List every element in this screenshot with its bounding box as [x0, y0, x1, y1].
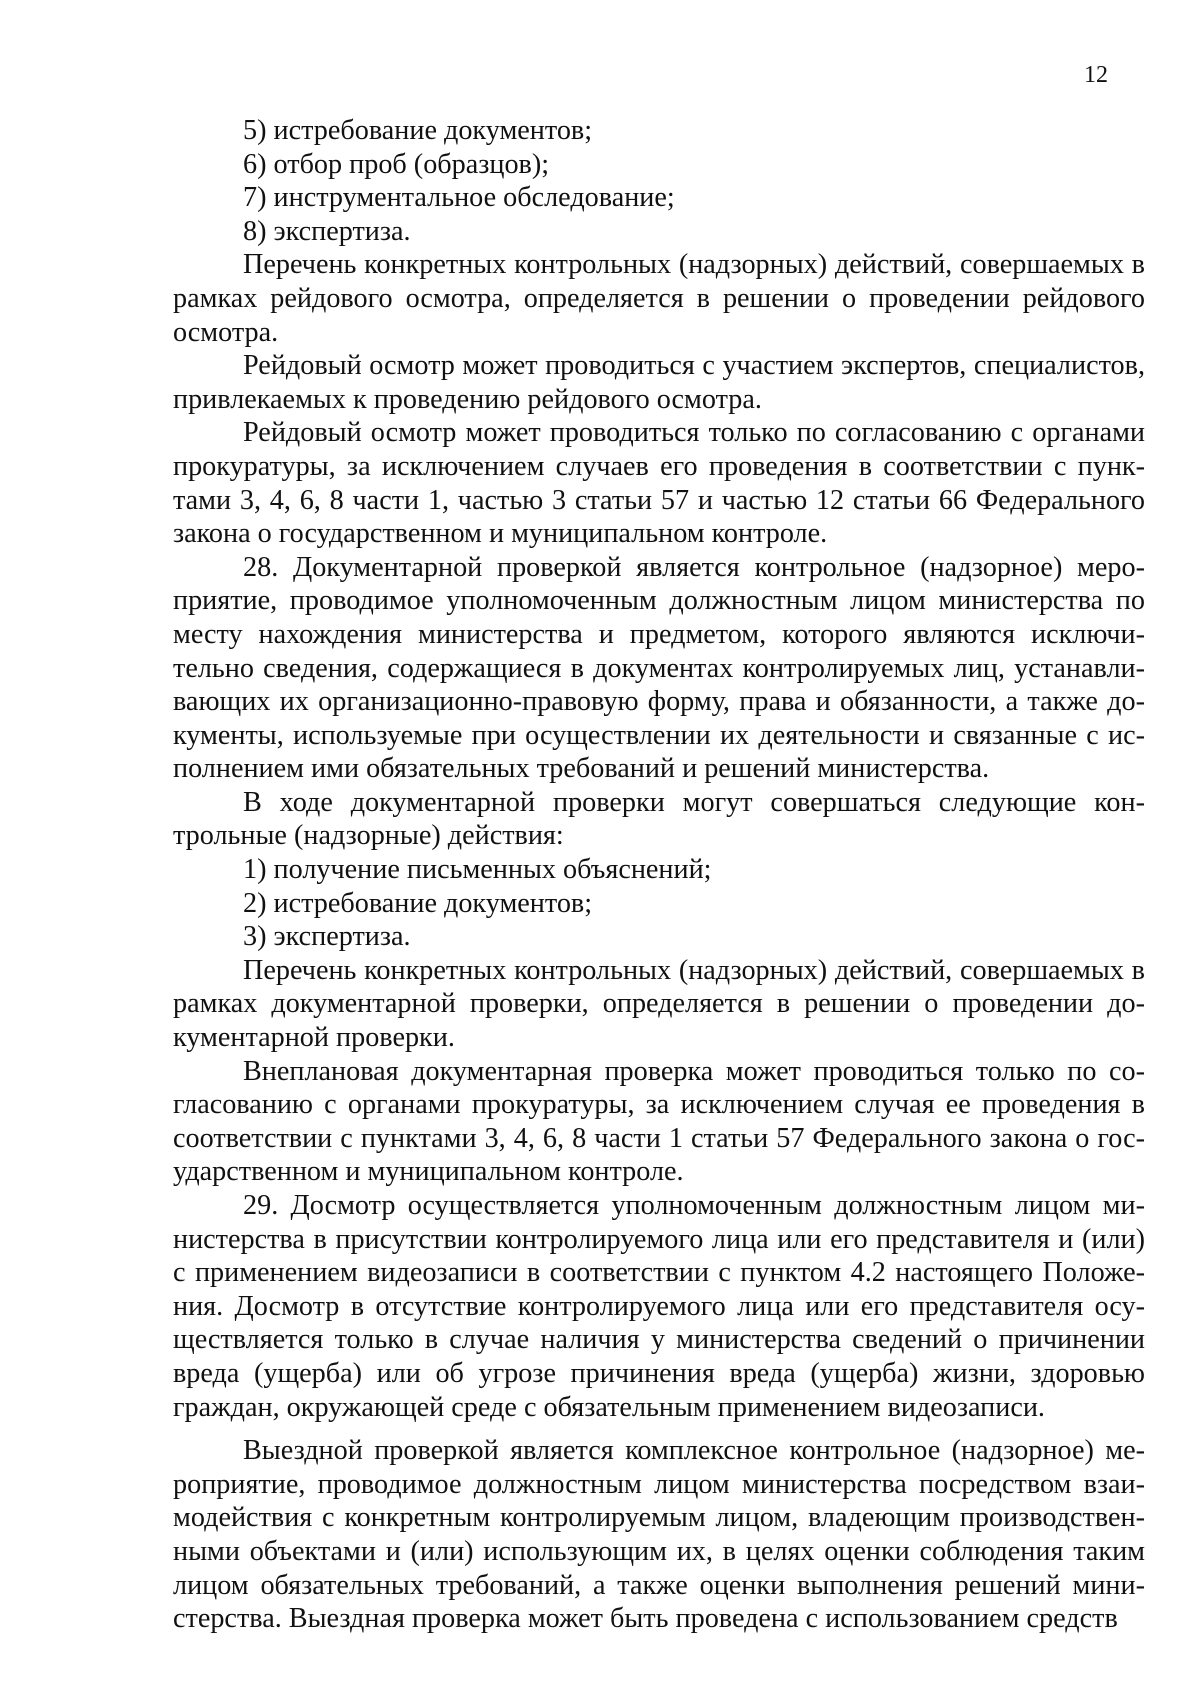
- list-item: 8) экспертиза.: [243, 215, 411, 247]
- paragraph-item-28: 28. Документарной проверкой является контрольное (надзорное) мероприятие, проводимое уполномоченным должностным лицом министерства по месту нахождения министерства и предметом, которого являются исключительно сведения, содержащиеся в документах контролируемых лиц, устанавливающих их организационно-правовую форму, права и обязанности, а также документы, используемые при осуществлении их деятельности и связанные с исполнением ими обязательных требований и решений министерства.: [173, 551, 1145, 785]
- list-item: 7) инструментальное обследование;: [243, 182, 675, 214]
- paragraph: Внеплановая документарная проверка может проводиться только по согласованию с органами прокуратуры, за исключением случая ее проведения в соответствии с пунктами 3, 4, 6, 8 части 1 статьи 57 Федерального закона о государственном и муниципальном контроле.: [173, 1055, 1145, 1188]
- list-item: 2) истребование документов;: [243, 887, 593, 919]
- document-body: [173, 114, 1145, 1636]
- page-number: 12: [1084, 62, 1108, 88]
- list-item: 3) экспертиза.: [243, 921, 411, 953]
- list-item: 1) получение письменных объяснений;: [243, 854, 712, 886]
- paragraph-item-29: 29. Досмотр осуществляется уполномоченным должностным лицом министерства в присутствии контролируемого лица или его представителя и (или) с применением видеозаписи в соответствии с пунктом 4.2 настоящего Положения. Досмотр в отсутствие контролируемого лица или его представителя осуществляется только в случае наличия у министерства сведений о причинении вреда (ущерба) или об угрозе причинения вреда (ущерба) жизни, здоровью граждан, окружающей среде с обязательным применением видеозаписи.: [173, 1190, 1145, 1423]
- paragraph: Рейдовый осмотр может проводиться с участием экспертов, специалистов, привлекаемых к проведению рейдового осмотра.: [173, 350, 1145, 415]
- paragraph: В ходе документарной проверки могут совершаться следующие контрольные (надзорные) действия:: [173, 786, 1145, 852]
- paragraph: Перечень конкретных контрольных (надзорных) действий, совершаемых в рамках рейдового осмотра, определяется в решении о проведении рейдового осмотра.: [173, 249, 1145, 348]
- list-item: 6) отбор проб (образцов);: [243, 148, 550, 180]
- paragraph: Перечень конкретных контрольных (надзорных) действий, совершаемых в рамках документарной проверки, определяется в решении о проведении документарной проверки.: [173, 954, 1145, 1054]
- list-item: 5) истребование документов;: [243, 115, 593, 146]
- paragraph: Выездной проверкой является комплексное контрольное (надзорное) мероприятие, проводимое должностным лицом министерства посредством взаимодействия с конкретным контролируемым лицом, владеющим производственными объектами и (или) использующим их, в целях оценки соблюдения таким лицом обязательных требований, а также оценки выполнения решений министерства. Выездная проверка может быть проведена с использованием средств: [173, 1435, 1145, 1635]
- paragraph: Рейдовый осмотр может проводиться только по согласованию с органами прокуратуры, за исключением случаев его проведения в соответствии с пунктами 3, 4, 6, 8 части 1, частью 3 статьи 57 и частью 12 статьи 66 Федерального закона о государственном и муниципальном контроле.: [173, 417, 1145, 550]
